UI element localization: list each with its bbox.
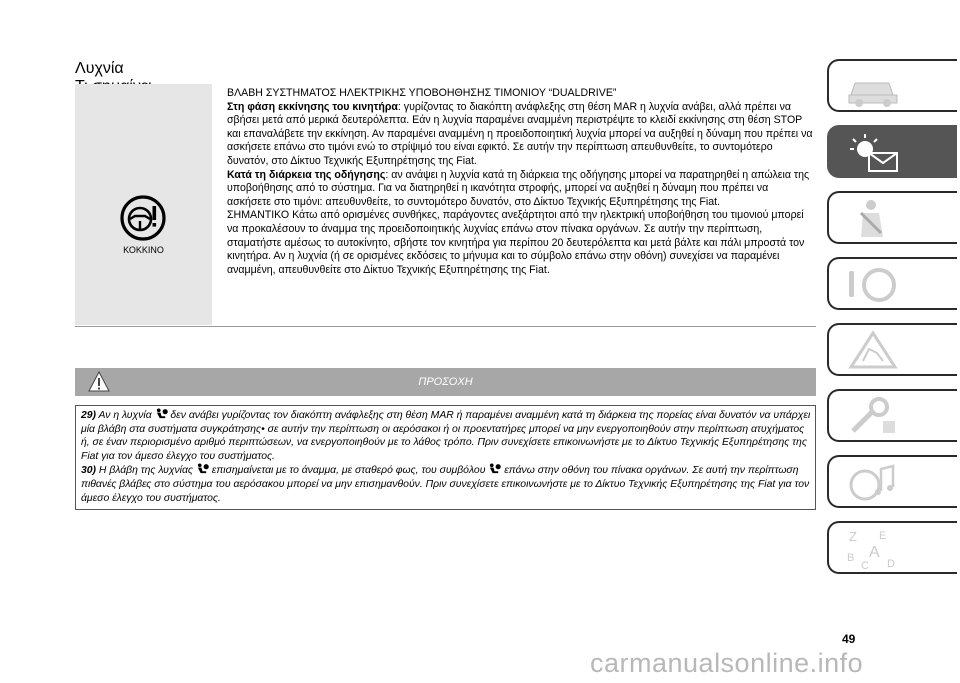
svg-text:Z: Z (849, 529, 857, 544)
meaning-cell (215, 84, 816, 325)
breakdown-icon (843, 329, 903, 372)
tab-emergency[interactable] (827, 323, 957, 376)
music-icon (843, 461, 903, 504)
seatbelt-icon (843, 197, 903, 240)
svg-text:B: B (847, 552, 855, 564)
steering-key-icon (843, 263, 903, 306)
paragraph-important: ΣΗΜΑΝΤΙΚΟ Κάτω από ορισμένες συνθήκες, παράγοντες ανεξάρτητοι από την ηλεκτρική υποβοήθηση του τιμονιού μπορεί να προκαλέσουν το άναμμα της προειδοποιητικής λυχνίας επάνω στον πίνακα οργάνων. Σε αυτήν την περίπτωση, σταματήστε αμέσως το αυτοκίνητο, σβήστε τον κινητήρα για περίπου 20 δευτερόλεπτα και μετά βάλτε και πάλι μπροστά τον κινητήρα. Αν η λυχνία (ή σε ορισμένες εκδόσεις το μήνυμα και το σύμβολο επάνω στην οθόνη) συνεχίσει να παραμένει αναμμένη, απευθυνθείτε στο Δίκτυο Τεχνικής Εξυπηρέτησης της Fiat. (227, 209, 805, 276)
tab-maintenance[interactable] (827, 389, 957, 442)
attention-title: ΠΡΟΣΟΧΗ (418, 376, 473, 388)
note-30: 30) Η βλάβη της λυχνίας επισημαίνεται με το άναμμα, με σταθερό φως, του συμβόλου επάνω στην οθόνη του πίνακα οργάνων. Σε αυτή την περίπτωση πιθανές βλάβες στο σύστημα του αερόσακου μπορεί να μην επισημανθούν. Πριν συνεχίσετε επικοινωνήστε με το Δίκτυο Τεχνικής Εξυπηρέτησης της Fiat για τον άμεσο έλεγχο του συστήματος. (81, 465, 810, 504)
tab-multimedia[interactable] (827, 455, 957, 508)
svg-text:E: E (879, 530, 887, 542)
svg-text:C: C (861, 560, 869, 570)
alphabet-index-icon (843, 527, 903, 570)
paragraph-engine-start: Στη φάση εκκίνησης του κινητήρα: γυρίζοντας το διακόπτη ανάφλεξης στη θέση MAR η λυχνία ανάβει, αλλά πρέπει να σβήσει μετά από μερικά δευτερόλεπτα. Εάν η λυχνία παραμένει αναμμένη περιστρέψτε το κλειδί εκκίνησης στη θέση STOP και επαναλάβετε την εκκίνηση. Αν παραμένει αναμμένη η προειδοποιητική λυχνία μπορεί να αυξηθεί η δύναμη που πρέπει να ασκήσετε επάνω στο τιμόνι ενώ το στρίψιμό του είναι εφικτό. Σε αυτήν την περίπτωση απευθυνθείτε, το συντομότερο δυνατόν, στο Δίκτυο Τεχνικής Εξυπηρέτησης της Fiat. (227, 100, 813, 167)
attention-header (75, 368, 816, 396)
svg-text:A: A (869, 544, 880, 561)
tab-starting-driving[interactable] (827, 257, 957, 310)
tab-car[interactable] (827, 59, 957, 112)
tab-warning-lights[interactable] (827, 125, 957, 178)
table-bottom-rule (75, 326, 816, 327)
light-color-label: ΚΟΚΚΙΝΟ (123, 245, 164, 255)
tab-index[interactable] (827, 521, 957, 574)
watermark: carmanualsonline.info (590, 648, 864, 678)
wrench-icon (843, 395, 903, 438)
note-29: 29) Αν η λυχνία δεν ανάβει γυρίζοντας τον διακόπτη ανάφλεξης στη θέση MAR ή παραμένει αναμμένη κατά τη διάρκεια της πορείας είναι δυνατόν να υπάρχει μία βλάβη στα συστήματα συγκράτησης• σε αυτήν την περίπτωση οι αερόσακοι ή οι προεντατήρες μπορεί να μην ενεργοποιηθούν στην περίπτωση ατυχήματος ή, σε έναν περιορισμένο αριθμό περιπτώσεων, να ενεργοποιηθούν με το λάθος τρόπο. Πριν συνεχίσετε επικοινωνήστε με το Δίκτυο Τεχνικής Εξυπηρέτησης της Fiat για τον άμεσο έλεγχο του συστήματος. (81, 410, 811, 462)
attention-box (75, 405, 816, 510)
column-header-light: Λυχνία (75, 60, 124, 77)
svg-text:D: D (887, 558, 895, 570)
airbag-icon (196, 463, 209, 475)
steering-warning-icon (119, 194, 167, 242)
airbag-icon (155, 408, 168, 420)
warning-light-envelope-icon (843, 131, 903, 174)
airbag-icon (488, 463, 501, 475)
light-cell (75, 84, 212, 325)
paragraph-driving: Κατά τη διάρκεια της οδήγησης: αν ανάψει η λυχνία κατά τη διάρκεια της οδήγησης μπορεί να παρατηρηθεί η απώλεια της υποβοήθησης από το σύστημα. Για να διατηρηθεί η ικανότητα στροφής, μπορεί να αυξηθεί η δύναμη που πρέπει να ασκήσετε στο τιμόνι: απευθυνθείτε, το συντομότερο δυνατόν, στο Δίκτυο Τεχνικής Εξυπηρέτησης της Fiat. (227, 168, 810, 208)
car-icon (843, 65, 903, 108)
tab-safety[interactable] (827, 191, 957, 244)
page-number: 49 (842, 632, 856, 646)
section-heading: ΒΛΑΒΗ ΣΥΣΤΗΜΑΤΟΣ ΗΛΕΚΤΡΙΚΗΣ ΥΠΟΒΟΗΘΗΣΗΣ ΤΙΜΟΝΙΟΥ “DUALDRIVE” (227, 87, 617, 99)
